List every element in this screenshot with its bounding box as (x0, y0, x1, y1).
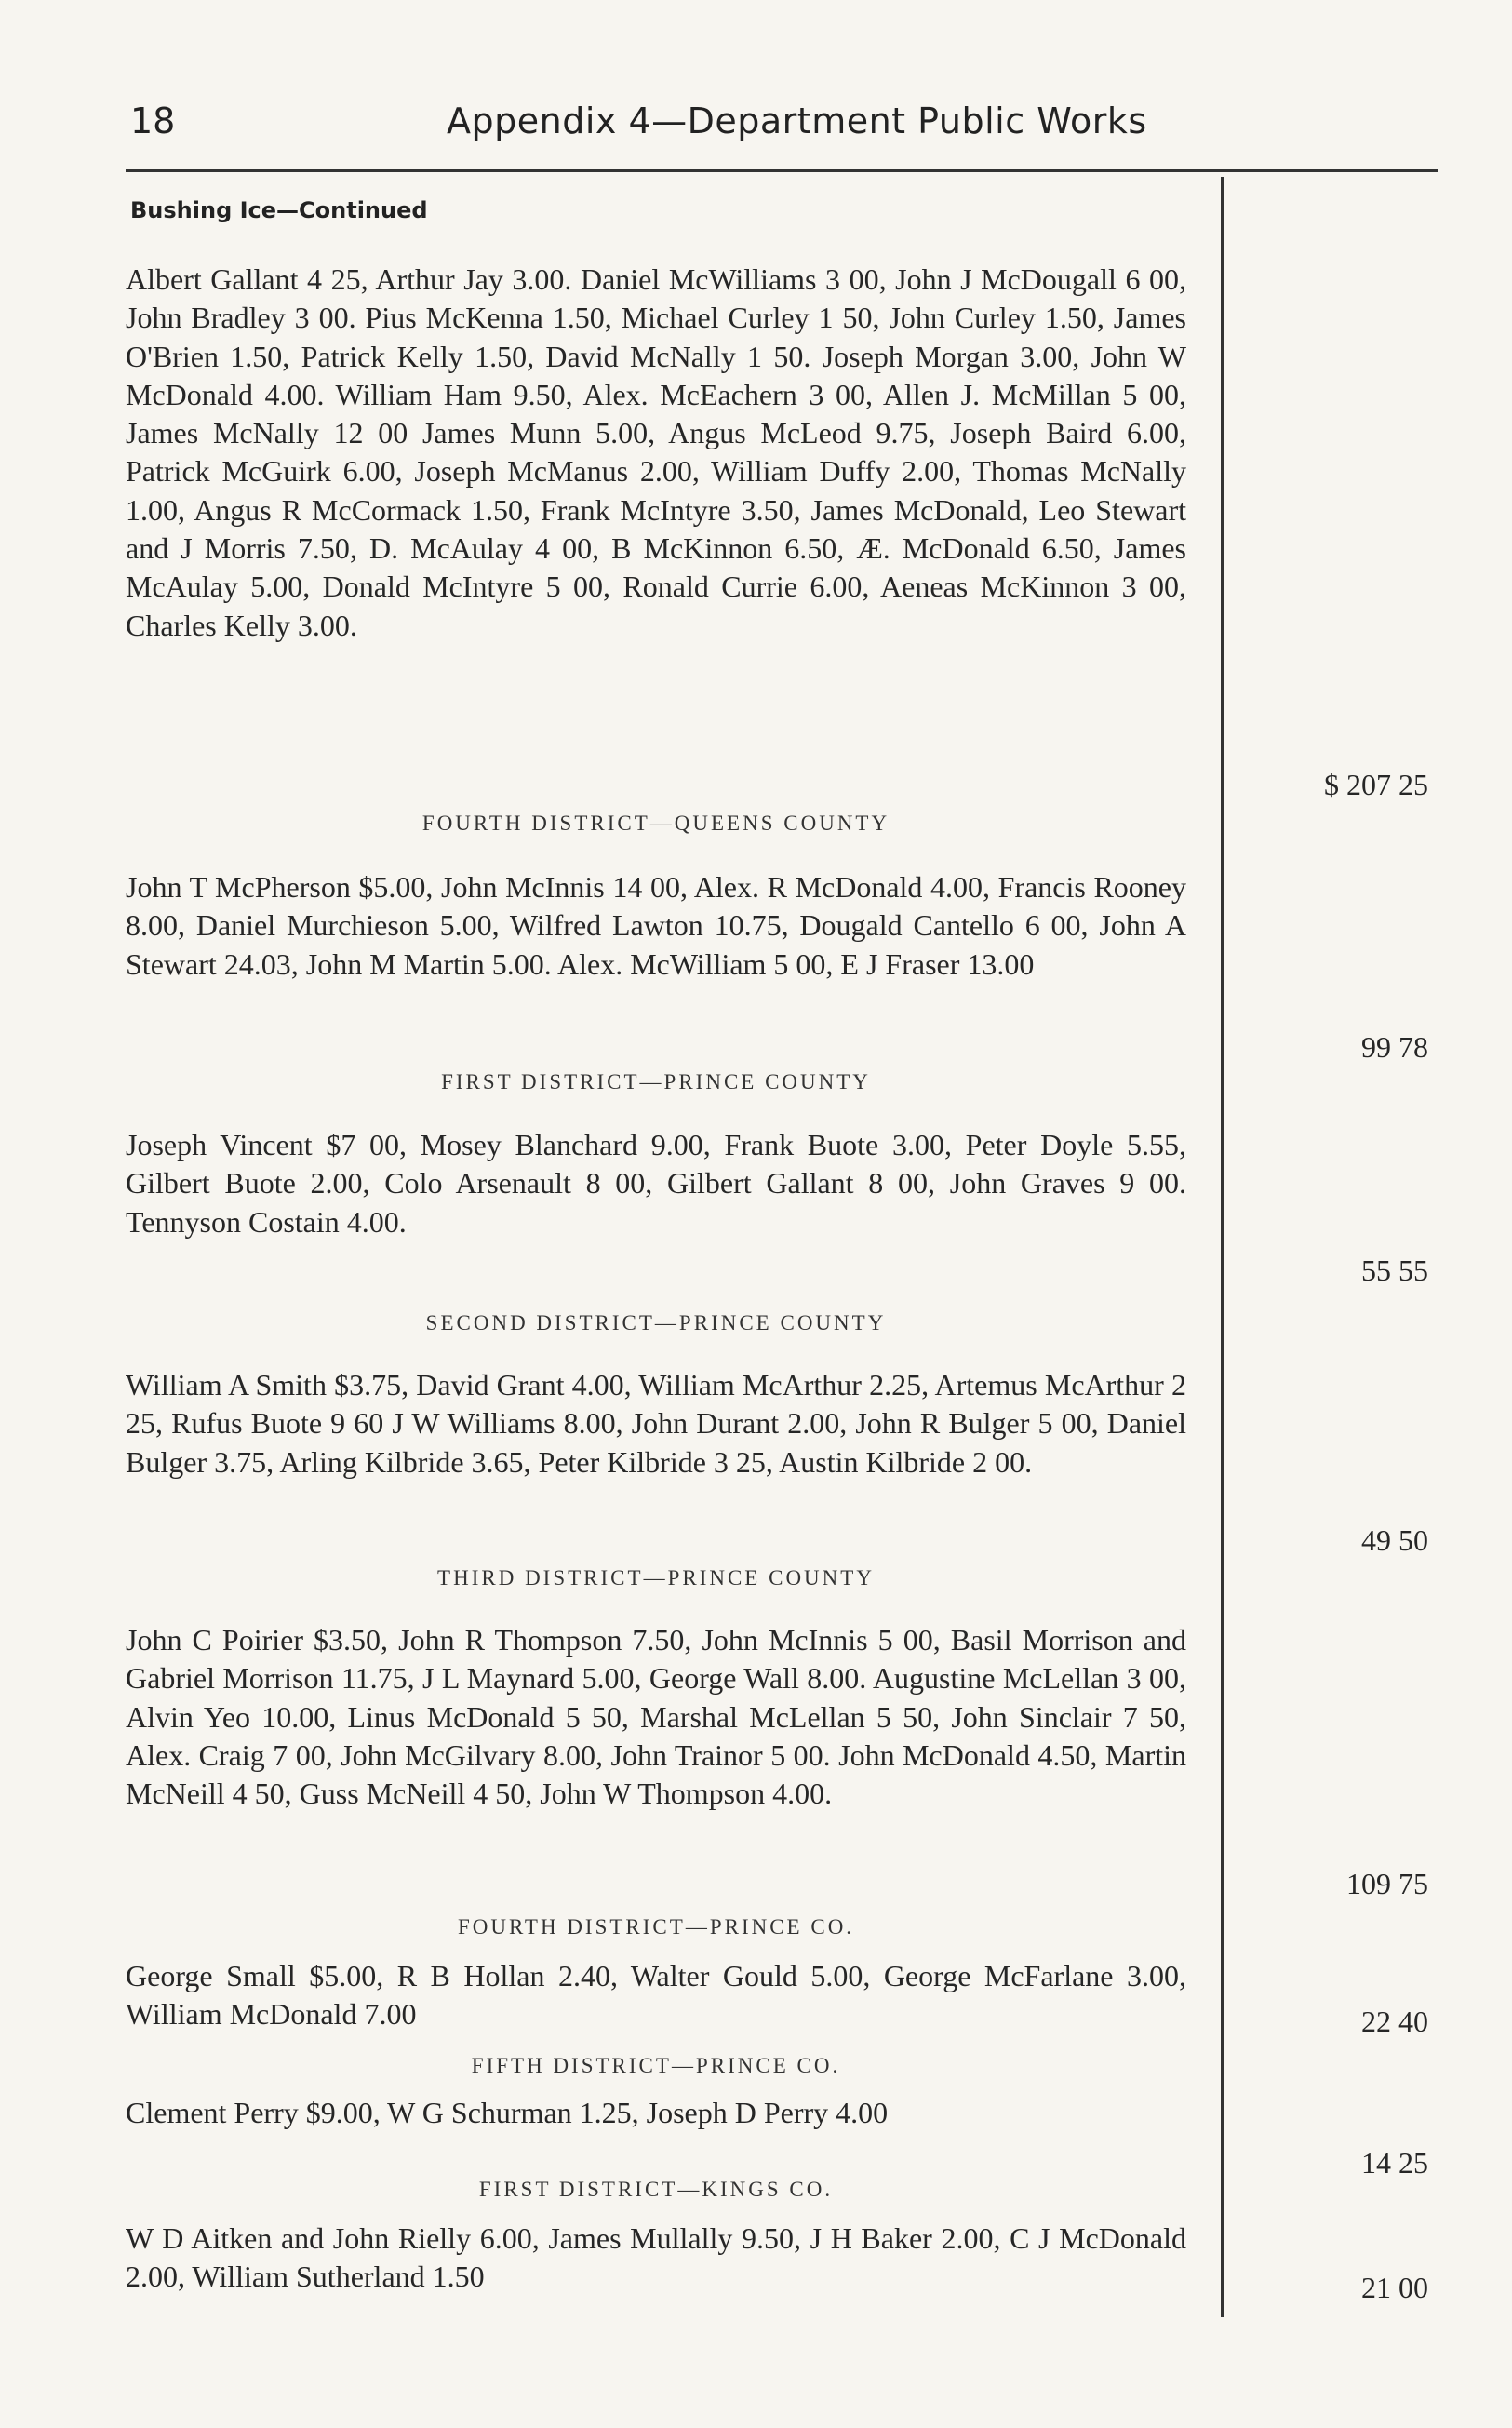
entry-text: Albert Gallant 4 25, Arthur Jay 3.00. Daniel McWilliams 3 00, John J McDougall 6 00, John Bradley 3 00. Pius McKenna 1.50, Michael Curley 1 50, John Curley 1.50, James O'Brien 1.50, Patrick Kelly 1.50, David McNally 1 50. Joseph Morgan 3.00, John W McDonald 4.00. William Ham 9.50, Alex. McEachern 3 00, Allen J. McMillan 5 00, James McNally 12 00 James Munn 5.00, Angus McLeod 9.75, Joseph Baird 6.00, Patrick McGuirk 6.00, Joseph McManus 2.00, William Duffy 2.00, Thomas McNally 1.00, Angus R McCormack 1.50, Frank McIntyre 3.50, James McDonald, Leo Stewart and J Morris 7.50, D. McAulay 4 00, B McKinnon 6.50, Æ. McDonald 6.50, James McAulay 5.00, Donald McIntyre 5 00, Ronald Currie 6.00, Aeneas McKinnon 3 00, Charles Kelly 3.00. (126, 262, 1186, 642)
entry-amount: 55 55 (1361, 1254, 1428, 1287)
entry-text: William A Smith $3.75, David Grant 4.00, William McArthur 2.25, Artemus McArthur 2 25, Rufus Buote 9 60 J W Williams 8.00, John Durant 2.00, John R Bulger 5 00, Daniel Bulger 3.75, Arling Kilbride 3.65, Peter Kilbride 3 25, Austin Kilbride 2 00. (126, 1368, 1186, 1479)
district-heading: FIRST DISTRICT—KINGS CO. (478, 2178, 834, 2201)
page-number: 18 (130, 101, 176, 141)
district-heading: SECOND DISTRICT—PRINCE COUNTY (425, 1311, 887, 1335)
district-heading: FIRST DISTRICT—PRINCE COUNTY (441, 1070, 871, 1093)
entry-text: John C Poirier $3.50, John R Thompson 7.50, John McInnis 5 00, Basil Morrison and Gabriel Morrison 11.75, J L Maynard 5.00, George Wall 8.00. Augustine McLellan 3 00, Alvin Yeo 10.00, Linus McDonald 5 50, Marshal McLellan 5 50, John Sinclair 7 50, Alex. Craig 7 00, John McGilvary 8.00, John Trainor 5 00. John McDonald 4.50, Martin McNeill 4 50, Guss McNeill 4 50, John W Thompson 4.00. (126, 1623, 1186, 1811)
entry-text: Clement Perry $9.00, W G Schurman 1.25, Joseph D Perry 4.00 (126, 2096, 889, 2129)
entry-amount: 22 40 (1361, 2005, 1428, 2038)
amount-column-rule (1221, 177, 1224, 2317)
header-rule (126, 169, 1438, 172)
district-heading: FOURTH DISTRICT—QUEENS COUNTY (421, 812, 890, 835)
entry-amount: 21 00 (1361, 2271, 1428, 2304)
district-heading: FOURTH DISTRICT—PRINCE CO. (457, 1915, 855, 1938)
entry-text: Joseph Vincent $7 00, Mosey Blanchard 9.00, Frank Buote 3.00, Peter Doyle 5.55, Gilbert Buote 2.00, Colo Arsenault 8 00, Gilbert Gallant 8 00, John Graves 9 00. Tennyson Costain 4.00. (126, 1128, 1186, 1239)
entry-amount: 14 25 (1361, 2146, 1428, 2180)
entry-amount: 99 78 (1361, 1030, 1428, 1064)
running-head: Appendix 4—Department Public Works (447, 101, 1147, 141)
entry-amount: 109 75 (1346, 1867, 1428, 1900)
entry-text: John T McPherson $5.00, John McInnis 14 00, Alex. R McDonald 4.00, Francis Rooney 8.00, Daniel Murchieson 5.00, Wilfred Lawton 10.75, Dougald Cantello 6 00, John A Stewart 24.03, John M Martin 5.00. Alex. McWilliam 5 00, E J Fraser 13.00 (126, 870, 1186, 981)
district-heading: FIFTH DISTRICT—PRINCE CO. (471, 2054, 841, 2077)
entry-amount: $ 207 25 (1324, 768, 1428, 801)
section-label: Bushing Ice—Continued (130, 197, 428, 223)
entry-amount: 49 50 (1361, 1523, 1428, 1557)
entry-text: George Small $5.00, R B Hollan 2.40, Walter Gould 5.00, George McFarlane 3.00, William McDonald 7.00 (126, 1959, 1186, 2032)
entry-text: W D Aitken and John Rielly 6.00, James Mullally 9.50, J H Baker 2.00, C J McDonald 2.00, William Sutherland 1.50 (126, 2221, 1186, 2294)
district-heading: THIRD DISTRICT—PRINCE COUNTY (437, 1566, 875, 1590)
